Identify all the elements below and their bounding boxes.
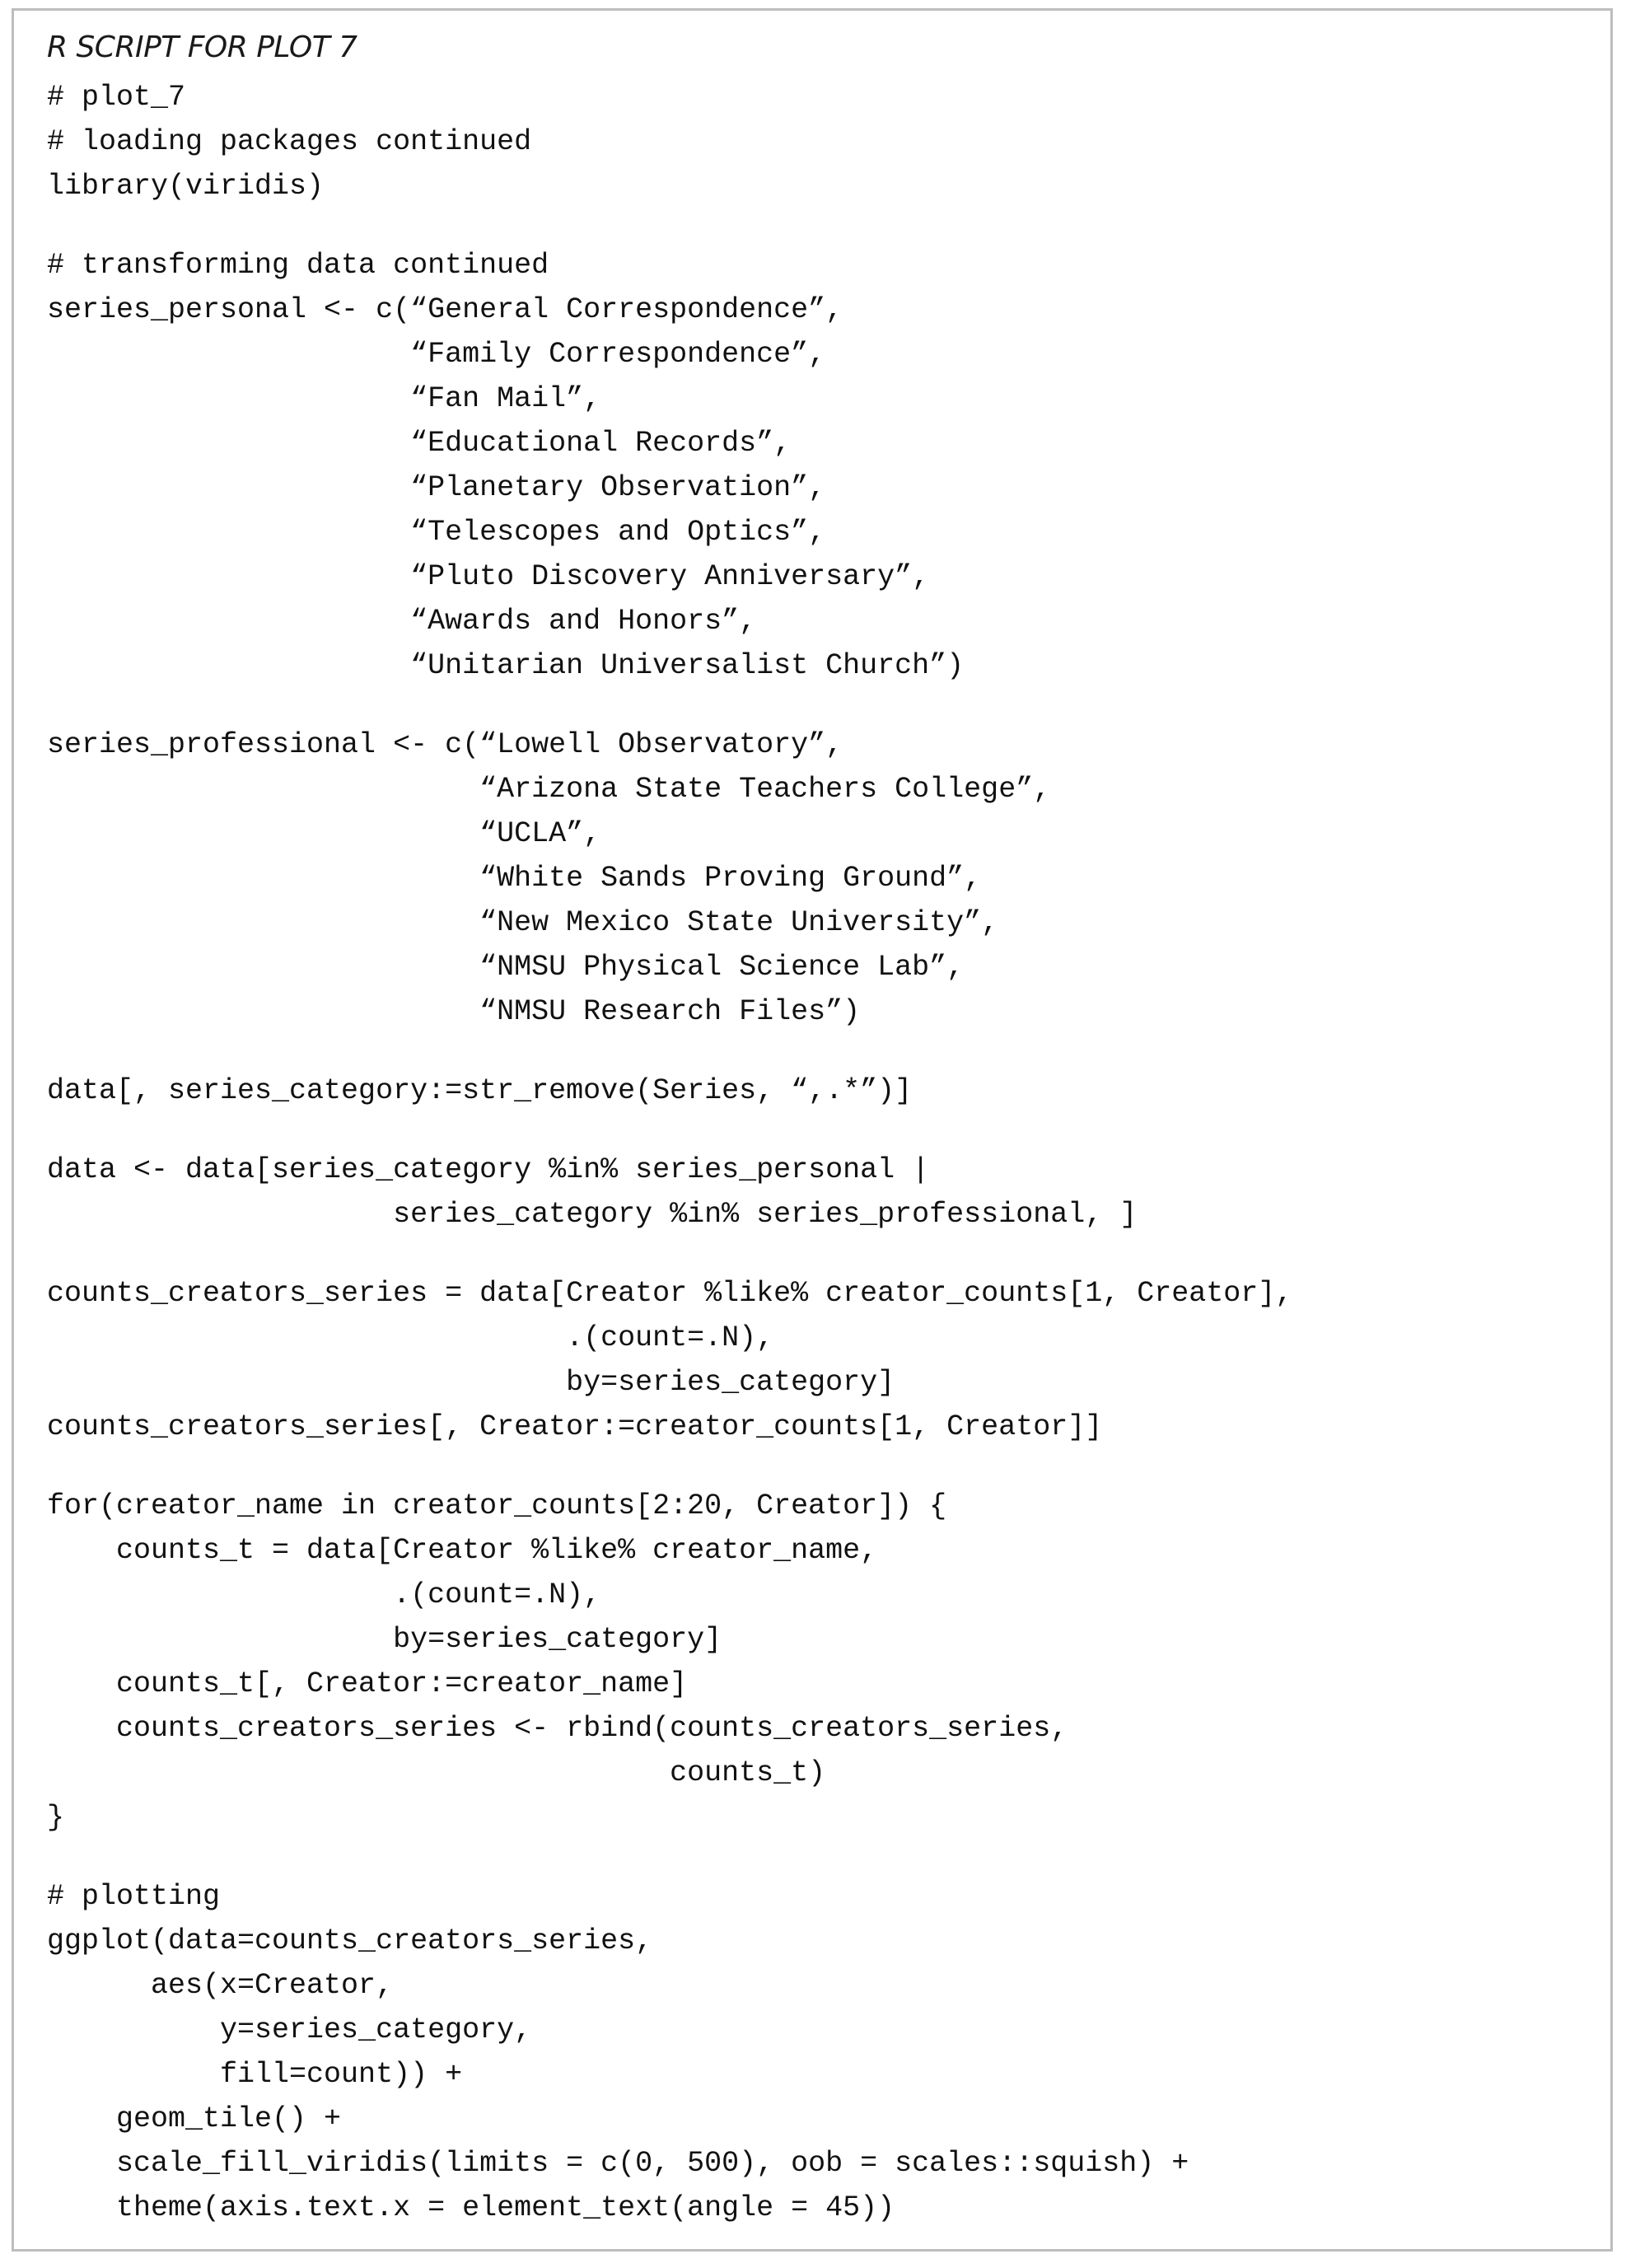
code-line: counts_creators_series = data[Creator %like% creator_counts[1, Creator], [47, 1277, 1293, 1310]
code-line: counts_creators_series[, Creator:=creator_counts[1, Creator]] [47, 1410, 1103, 1443]
code-line: theme(axis.text.x = element_text(angle = 45)) [47, 2191, 895, 2224]
code-line: “New Mexico State University”, [47, 906, 999, 939]
code-line: “Family Correspondence”, [47, 338, 826, 371]
code-line: ggplot(data=counts_creators_series, [47, 1924, 653, 1957]
code-line: series_personal <- c(“General Correspondence”, [47, 293, 843, 326]
code-line: “Planetary Observation”, [47, 471, 826, 504]
code-line: counts_t = data[Creator %like% creator_name, [47, 1534, 878, 1567]
code-line: “Educational Records”, [47, 427, 792, 460]
code-line: by=series_category] [47, 1366, 895, 1399]
code-line: “White Sands Proving Ground”, [47, 862, 982, 895]
code-line: y=series_category, [47, 2013, 532, 2046]
code-line: “UCLA”, [47, 817, 601, 850]
code-line: scale_fill_viridis(limits = c(0, 500), oob = scales::squish) + [47, 2147, 1189, 2180]
code-line: # transforming data continued [47, 249, 549, 282]
code-line: fill=count)) + [47, 2058, 463, 2091]
code-line: # plot_7 [47, 81, 186, 114]
document-frame [12, 8, 1613, 2252]
code-line: geom_tile() + [47, 2102, 342, 2135]
code-line: data <- data[series_category %in% series_personal | [47, 1153, 930, 1186]
code-line: data[, series_category:=str_remove(Series, “,.*”)] [47, 1074, 913, 1107]
code-line: for(creator_name in creator_counts[2:20, Creator]) { [47, 1489, 947, 1522]
code-line: library(viridis) [47, 170, 325, 203]
code-line: “Pluto Discovery Anniversary”, [47, 560, 930, 593]
code-line: # plotting [47, 1880, 221, 1913]
code-line: “Telescopes and Optics”, [47, 516, 826, 549]
code-line: series_category %in% series_professional, ] [47, 1198, 1138, 1231]
code-line: by=series_category] [47, 1623, 722, 1656]
code-line: counts_creators_series <- rbind(counts_creators_series, [47, 1712, 1068, 1745]
code-line: “Awards and Honors”, [47, 605, 757, 638]
code-line: # loading packages continued [47, 125, 532, 158]
code-line: “Arizona State Teachers College”, [47, 773, 1051, 806]
code-line: counts_t) [47, 1756, 826, 1789]
code-line: .(count=.N), [47, 1578, 601, 1611]
code-line: .(count=.N), [47, 1321, 774, 1354]
code-line: aes(x=Creator, [47, 1969, 394, 2002]
code-line: } [47, 1801, 65, 1834]
code-line: counts_t[, Creator:=creator_name] [47, 1667, 688, 1700]
section-heading: R SCRIPT FOR PLOT 7 [47, 30, 357, 64]
code-line: “NMSU Research Files”) [47, 995, 861, 1028]
code-line: series_professional <- c(“Lowell Observatory”, [47, 728, 843, 761]
code-line: “NMSU Physical Science Lab”, [47, 951, 965, 984]
code-line: “Fan Mail”, [47, 382, 601, 415]
code-line: “Unitarian Universalist Church”) [47, 649, 965, 682]
